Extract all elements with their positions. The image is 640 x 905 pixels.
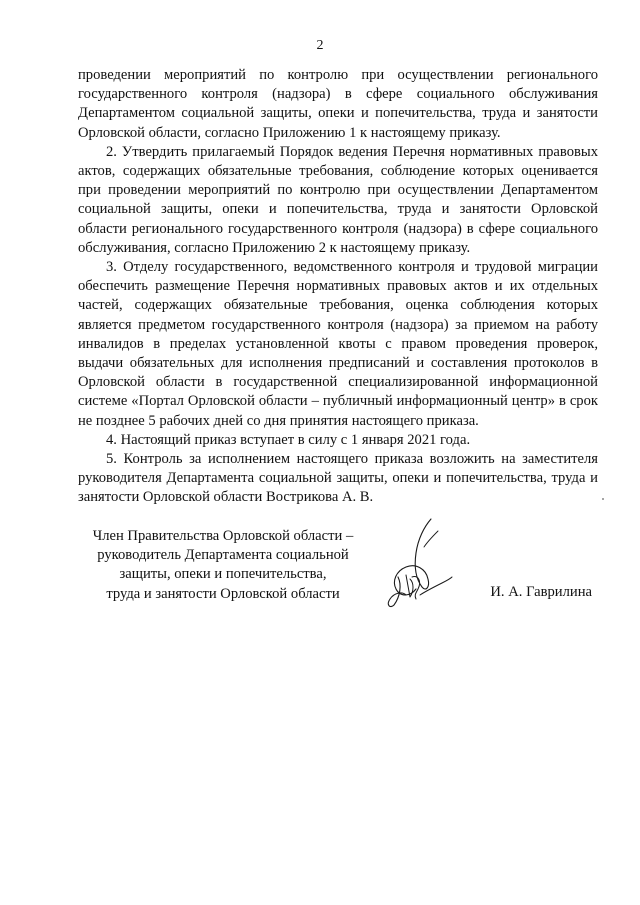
signatory-position-line: руководитель Департамента социальной — [97, 547, 349, 564]
signatory-position-line: защиты, опеки и попечительства, — [119, 566, 327, 583]
paragraph-continuation: проведении мероприятий по контролю при осуществлении регионального государственного контроля (надзора) в сфере социального обслуживания Департаментом социальной защиты, опеки и попечительства, труда и занятости Орловской области, согласно Приложению 1 к настоящему приказу. — [78, 67, 598, 141]
document-body — [78, 66, 598, 508]
handwritten-signature — [376, 517, 454, 613]
signature-block — [78, 527, 598, 617]
page-number: 2 — [316, 38, 324, 53]
paragraph-item-4: 4. Настоящий приказ вступает в силу с 1 января 2021 года. — [106, 431, 471, 448]
signatory-position-line: Член Правительства Орловской области – — [92, 528, 354, 544]
paragraph-item-5: 5. Контроль за исполнением настоящего приказа возложить на заместителя руководителя Департамента социальной защиты, опеки и попечительства, труда и занятости Орловской области Вострикова А. В. — [78, 451, 598, 506]
signatory-position-line: труда и занятости Орловской области — [106, 585, 340, 602]
scan-speck — [602, 498, 604, 500]
signatory-position — [78, 527, 368, 604]
paragraph-item-3: 3. Отделу государственного, ведомственного контроля и трудовой миграции обеспечить размещение Перечня нормативных правовых актов и их отдельных частей, содержащих обязательные требования, оценка соблюдения которых является предметом государственного контроля (надзора) за приемом на работу инвалидов в пределах установленной квоты с правом проведения проверок, выдачи обязательных для исполнения предписаний и составления протоколов в Орловской области в государственной специализированной информационной системе «Портал Орловской области – публичный информационный центр» в срок не позднее 5 рабочих дней со дня принятия настоящего приказа. — [78, 259, 598, 429]
paragraph-item-2: 2. Утвердить прилагаемый Порядок ведения Перечня нормативных правовых актов, содержащих обязательные требования, соблюдение которых оценивается при проведении мероприятий по контролю при осуществлении Департаментом социальной защиты, опеки и попечительства, труда и занятости Орловской области регионального государственного контроля (надзора) в сфере социального обслуживания, согласно Приложению 2 к настоящему приказу. — [78, 143, 598, 256]
signatory-name: И. А. Гаврилина — [490, 584, 592, 600]
